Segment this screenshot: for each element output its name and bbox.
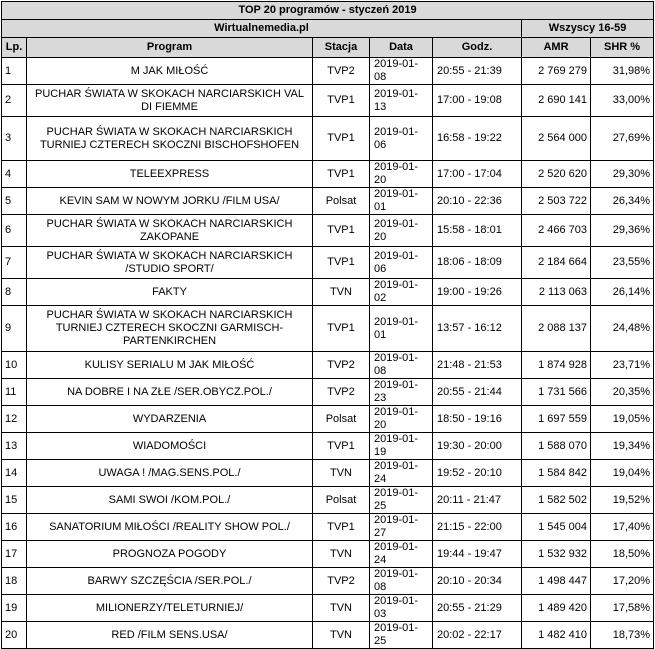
cell-lp: 11 [2, 379, 27, 406]
cell-date: 2019-01-08 [370, 58, 433, 85]
cell-amr: 1 731 566 [522, 379, 591, 406]
cell-date: 2019-01-03 [370, 595, 433, 622]
cell-amr: 2 113 063 [522, 279, 591, 306]
cell-lp: 8 [2, 279, 27, 306]
table-row [2, 622, 654, 649]
cell-station: TVP1 [313, 247, 370, 279]
cell-time: 19:52 - 20:10 [433, 460, 522, 487]
source-label: Wirtualnemedia.pl [2, 20, 522, 38]
cell-amr: 1 584 842 [522, 460, 591, 487]
table-row [2, 595, 654, 622]
cell-shr: 24,48% [591, 306, 654, 352]
cell-lp: 9 [2, 306, 27, 352]
cell-station: TVP1 [313, 215, 370, 247]
cell-shr: 19,34% [591, 433, 654, 460]
cell-lp: 10 [2, 352, 27, 379]
cell-lp: 13 [2, 433, 27, 460]
cell-amr: 2 564 000 [522, 117, 591, 161]
cell-lp: 12 [2, 406, 27, 433]
cell-shr: 19,05% [591, 406, 654, 433]
cell-shr: 19,04% [591, 460, 654, 487]
cell-time: 19:44 - 19:47 [433, 541, 522, 568]
cell-shr: 18,73% [591, 622, 654, 649]
cell-shr: 27,69% [591, 117, 654, 161]
cell-lp: 2 [2, 85, 27, 117]
cell-amr: 2 520 620 [522, 161, 591, 188]
cell-amr: 2 769 279 [522, 58, 591, 85]
cell-time: 19:00 - 19:26 [433, 279, 522, 306]
cell-station: TVN [313, 595, 370, 622]
cell-date: 2019-01-27 [370, 514, 433, 541]
cell-station: Polsat [313, 487, 370, 514]
cell-station: TVN [313, 460, 370, 487]
source-row [2, 20, 654, 38]
cell-program: MILIONERZY/TELETURNIEJ/ [27, 595, 313, 622]
table-row [2, 161, 654, 188]
cell-lp: 14 [2, 460, 27, 487]
cell-lp: 20 [2, 622, 27, 649]
cell-date: 2019-01-08 [370, 568, 433, 595]
cell-lp: 17 [2, 541, 27, 568]
cell-shr: 26,14% [591, 279, 654, 306]
cell-program: KEVIN SAM W NOWYM JORKU /FILM USA/ [27, 188, 313, 215]
cell-shr: 23,55% [591, 247, 654, 279]
cell-date: 2019-01-25 [370, 487, 433, 514]
cell-amr: 2 088 137 [522, 306, 591, 352]
table-row [2, 541, 654, 568]
cell-lp: 4 [2, 161, 27, 188]
table-row [2, 568, 654, 595]
cell-program: PUCHAR ŚWIATA W SKOKACH NARCIARSKICH /STUDIO SPORT/ [27, 247, 313, 279]
cell-shr: 26,34% [591, 188, 654, 215]
cell-station: TVP1 [313, 117, 370, 161]
cell-time: 20:55 - 21:44 [433, 379, 522, 406]
cell-amr: 2 503 722 [522, 188, 591, 215]
cell-program: PUCHAR ŚWIATA W SKOKACH NARCIARSKICH VAL DI FIEMME [27, 85, 313, 117]
cell-shr: 19,52% [591, 487, 654, 514]
cell-amr: 1 489 420 [522, 595, 591, 622]
cell-amr: 1 874 928 [522, 352, 591, 379]
cell-program: BARWY SZCZĘŚCIA /SER.POL./ [27, 568, 313, 595]
cell-time: 20:02 - 22:17 [433, 622, 522, 649]
cell-station: TVN [313, 279, 370, 306]
cell-shr: 17,40% [591, 514, 654, 541]
cell-shr: 18,50% [591, 541, 654, 568]
cell-date: 2019-01-06 [370, 117, 433, 161]
table-row [2, 379, 654, 406]
cell-station: Polsat [313, 406, 370, 433]
cell-time: 17:00 - 17:04 [433, 161, 522, 188]
cell-program: SANATORIUM MIŁOŚCI /REALITY SHOW POL./ [27, 514, 313, 541]
cell-station: TVP2 [313, 58, 370, 85]
cell-shr: 29,36% [591, 215, 654, 247]
table-row [2, 279, 654, 306]
column-header-time: Godz. [433, 38, 522, 58]
cell-station: TVP1 [313, 514, 370, 541]
cell-station: TVP2 [313, 568, 370, 595]
cell-date: 2019-01-20 [370, 215, 433, 247]
cell-station: TVP1 [313, 85, 370, 117]
cell-program: UWAGA ! /MAG.SENS.POL./ [27, 460, 313, 487]
title-row [2, 2, 654, 20]
column-header-row [2, 38, 654, 58]
table-row [2, 352, 654, 379]
column-header-amr: AMR [522, 38, 591, 58]
cell-amr: 1 582 502 [522, 487, 591, 514]
cell-station: TVN [313, 541, 370, 568]
cell-lp: 15 [2, 487, 27, 514]
cell-station: TVP1 [313, 433, 370, 460]
ranking-table [1, 1, 654, 649]
table-row [2, 117, 654, 161]
cell-date: 2019-01-23 [370, 379, 433, 406]
cell-time: 20:11 - 21:47 [433, 487, 522, 514]
cell-amr: 1 532 932 [522, 541, 591, 568]
cell-lp: 16 [2, 514, 27, 541]
cell-lp: 7 [2, 247, 27, 279]
cell-time: 20:10 - 20:34 [433, 568, 522, 595]
table-row [2, 188, 654, 215]
cell-program: PUCHAR ŚWIATA W SKOKACH NARCIARSKICH TURNIEJ CZTERECH SKOCZNI BISCHOFSHOFEN [27, 117, 313, 161]
cell-time: 17:00 - 19:08 [433, 85, 522, 117]
cell-lp: 19 [2, 595, 27, 622]
cell-time: 20:55 - 21:29 [433, 595, 522, 622]
cell-date: 2019-01-01 [370, 306, 433, 352]
cell-time: 20:55 - 21:39 [433, 58, 522, 85]
cell-station: TVP1 [313, 306, 370, 352]
cell-shr: 20,35% [591, 379, 654, 406]
cell-amr: 2 690 141 [522, 85, 591, 117]
cell-shr: 29,30% [591, 161, 654, 188]
cell-lp: 1 [2, 58, 27, 85]
cell-program: WIADOMOŚCI [27, 433, 313, 460]
cell-date: 2019-01-20 [370, 406, 433, 433]
cell-amr: 1 697 559 [522, 406, 591, 433]
cell-date: 2019-01-24 [370, 541, 433, 568]
cell-amr: 2 184 664 [522, 247, 591, 279]
cell-program: TELEEXPRESS [27, 161, 313, 188]
cell-time: 20:10 - 22:36 [433, 188, 522, 215]
column-header-date: Data [370, 38, 433, 58]
cell-time: 21:48 - 21:53 [433, 352, 522, 379]
cell-station: TVP1 [313, 161, 370, 188]
cell-amr: 2 466 703 [522, 215, 591, 247]
table-row [2, 306, 654, 352]
cell-station: Polsat [313, 188, 370, 215]
cell-program: RED /FILM SENS.USA/ [27, 622, 313, 649]
cell-date: 2019-01-02 [370, 279, 433, 306]
cell-time: 18:06 - 18:09 [433, 247, 522, 279]
table-row [2, 247, 654, 279]
cell-lp: 18 [2, 568, 27, 595]
cell-station: TVP2 [313, 352, 370, 379]
cell-program: NA DOBRE I NA ZŁE /SER.OBYCZ.POL./ [27, 379, 313, 406]
cell-program: PUCHAR ŚWIATA W SKOKACH NARCIARSKICH ZAKOPANE [27, 215, 313, 247]
cell-program: FAKTY [27, 279, 313, 306]
table-row [2, 406, 654, 433]
column-header-lp: Lp. [2, 38, 27, 58]
cell-shr: 31,98% [591, 58, 654, 85]
cell-amr: 1 498 447 [522, 568, 591, 595]
cell-date: 2019-01-06 [370, 247, 433, 279]
table-title: TOP 20 programów - styczeń 2019 [2, 2, 654, 20]
cell-amr: 1 588 070 [522, 433, 591, 460]
cell-lp: 3 [2, 117, 27, 161]
cell-date: 2019-01-08 [370, 352, 433, 379]
cell-shr: 17,58% [591, 595, 654, 622]
cell-program: PUCHAR ŚWIATA W SKOKACH NARCIARSKICH TURNIEJ CZTERECH SKOCZNI GARMISCH-PARTENKIRCHEN [27, 306, 313, 352]
table-row [2, 460, 654, 487]
cell-time: 19:30 - 20:00 [433, 433, 522, 460]
table-row [2, 215, 654, 247]
cell-station: TVN [313, 622, 370, 649]
table-row [2, 85, 654, 117]
cell-date: 2019-01-24 [370, 460, 433, 487]
cell-time: 16:58 - 19:22 [433, 117, 522, 161]
cell-program: PROGNOZA POGODY [27, 541, 313, 568]
cell-shr: 17,20% [591, 568, 654, 595]
cell-time: 15:58 - 18:01 [433, 215, 522, 247]
cell-lp: 5 [2, 188, 27, 215]
cell-time: 21:15 - 22:00 [433, 514, 522, 541]
cell-shr: 23,71% [591, 352, 654, 379]
cell-program: M JAK MIŁOŚĆ [27, 58, 313, 85]
cell-program: WYDARZENIA [27, 406, 313, 433]
cell-date: 2019-01-13 [370, 85, 433, 117]
cell-lp: 6 [2, 215, 27, 247]
cell-date: 2019-01-25 [370, 622, 433, 649]
cell-time: 13:57 - 16:12 [433, 306, 522, 352]
table-row [2, 433, 654, 460]
cell-station: TVP2 [313, 379, 370, 406]
cell-date: 2019-01-19 [370, 433, 433, 460]
column-header-station: Stacja [313, 38, 370, 58]
table-row [2, 487, 654, 514]
cell-date: 2019-01-01 [370, 188, 433, 215]
table-row [2, 514, 654, 541]
cell-shr: 33,00% [591, 85, 654, 117]
column-header-shr: SHR % [591, 38, 654, 58]
table-row [2, 58, 654, 85]
target-group-label: Wszyscy 16-59 [522, 20, 654, 38]
column-header-program: Program [27, 38, 313, 58]
cell-program: KULISY SERIALU M JAK MIŁOŚĆ [27, 352, 313, 379]
cell-amr: 1 545 004 [522, 514, 591, 541]
cell-amr: 1 482 410 [522, 622, 591, 649]
cell-date: 2019-01-20 [370, 161, 433, 188]
cell-time: 18:50 - 19:16 [433, 406, 522, 433]
cell-program: SAMI SWOI /KOM.POL./ [27, 487, 313, 514]
